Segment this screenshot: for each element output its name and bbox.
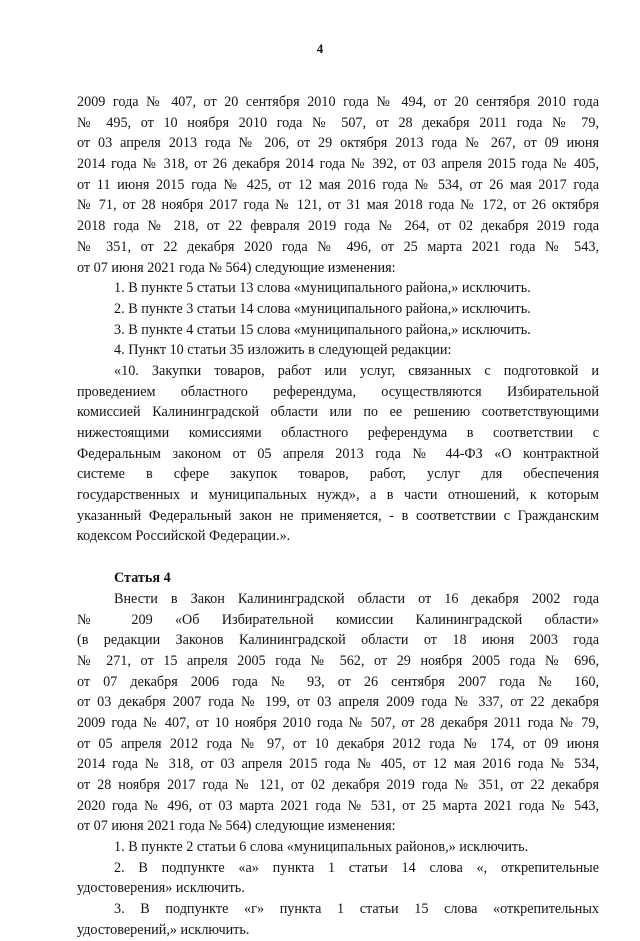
quoted-paragraph bbox=[77, 361, 599, 547]
text-line: Федеральным законом от 05 апреля 2013 года № 44-ФЗ «О контрактной bbox=[77, 445, 599, 462]
amendment-item: 1. В пункте 2 статьи 6 слова «муниципальных районов,» исключить. bbox=[114, 839, 529, 856]
page-number: 4 bbox=[316, 41, 324, 56]
text-line: 2014 года № 318, от 26 декабря 2014 года № 392, от 03 апреля 2015 года № 405, bbox=[77, 156, 599, 173]
text-line: государственных и муниципальных нужд», а в части отношений, к которым bbox=[77, 487, 599, 504]
text-line: № 495, от 10 ноября 2010 года № 507, от 28 декабря 2011 года № 79, bbox=[77, 114, 599, 131]
text-line: комиссией Калининградской области или по ее решению соответствующими bbox=[77, 404, 599, 421]
text-line: от 11 июня 2015 года № 425, от 12 мая 2016 года № 534, от 26 мая 2017 года bbox=[77, 176, 599, 193]
text-line: 2018 года № 218, от 22 февраля 2019 года № 264, от 02 декабря 2019 года bbox=[77, 218, 599, 235]
amendment-item: 2. В пункте 3 статьи 14 слова «муниципального района,» исключить. bbox=[114, 300, 531, 317]
text-line: кодексом Российской Федерации.». bbox=[77, 528, 291, 545]
spacer bbox=[77, 547, 599, 568]
text-line: № 71, от 28 ноября 2017 года № 121, от 31 мая 2018 года № 172, от 26 октября bbox=[77, 197, 599, 214]
text-line: № 209 «Об Избирательной комиссии Калининградской области» bbox=[77, 611, 599, 628]
text-line: от 07 декабря 2006 года № 93, от 26 сентября 2007 года № 160, bbox=[77, 673, 599, 690]
amendment-item-continuation: удостоверения» исключить. bbox=[77, 880, 245, 897]
article-heading: Статья 4 bbox=[114, 570, 171, 587]
text-line: 2009 года № 407, от 20 сентября 2010 года № 494, от 20 сентября 2010 года bbox=[77, 94, 599, 110]
text-line: 2020 года № 496, от 03 марта 2021 года № 531, от 25 марта 2021 года № 543, bbox=[77, 797, 599, 814]
text-line: от 28 ноября 2017 года № 121, от 02 декабря 2019 года № 351, от 22 декабря bbox=[77, 777, 599, 793]
amendment-item: 4. Пункт 10 статьи 35 изложить в следующей редакции: bbox=[114, 342, 452, 359]
text-line: Внести в Закон Калининградской области от 16 декабря 2002 года bbox=[114, 590, 599, 607]
text-line: 2014 года № 318, от 03 апреля 2015 года № 405, от 12 мая 2016 года № 534, bbox=[77, 756, 599, 773]
text-line: указанный Федеральный закон не применяется, - в соответствии с Гражданским bbox=[77, 507, 599, 524]
text-line: (в редакции Законов Калининградской области от 18 июня 2003 года bbox=[77, 632, 599, 649]
text-line: от 07 июня 2021 года № 564) следующие изменения: bbox=[77, 818, 396, 835]
text-line: от 07 июня 2021 года № 564) следующие изменения: bbox=[77, 259, 396, 276]
continuation-paragraph bbox=[77, 92, 599, 278]
text-line: от 03 декабря 2007 года № 199, от 03 апреля 2009 года № 337, от 22 декабря bbox=[77, 694, 599, 711]
amendment-item: 3. В пункте 4 статьи 15 слова «муниципального района,» исключить. bbox=[114, 321, 531, 338]
document-body bbox=[77, 92, 599, 941]
text-line: нижестоящими комиссиями областного референдума в соответствии с bbox=[77, 425, 599, 441]
article-paragraph bbox=[77, 589, 599, 837]
amendment-item: 3. В подпункте «г» пункта 1 статьи 15 слова «открепительных bbox=[114, 901, 599, 918]
amendment-item: 1. В пункте 5 статьи 13 слова «муниципального района,» исключить. bbox=[114, 280, 531, 297]
text-line: № 271, от 15 апреля 2005 года № 562, от 29 ноября 2005 года № 696, bbox=[77, 652, 599, 669]
amendment-list bbox=[77, 278, 599, 361]
text-line: «10. Закупки товаров, работ или услуг, связанных с подготовкой и bbox=[114, 362, 599, 379]
text-line: от 03 апреля 2013 года № 206, от 29 октября 2013 года № 267, от 09 июня bbox=[77, 135, 599, 152]
amendment-item-continuation: удостоверений,» исключить. bbox=[77, 921, 250, 938]
amendment-item: 2. В подпункте «а» пункта 1 статьи 14 слова «, открепительные bbox=[114, 859, 599, 876]
amendment-list bbox=[77, 837, 599, 940]
text-line: № 351, от 22 декабря 2020 года № 496, от 25 марта 2021 года № 543, bbox=[77, 238, 599, 255]
text-line: от 05 апреля 2012 года № 97, от 10 декабря 2012 года № 174, от 09 июня bbox=[77, 735, 599, 752]
text-line: 2009 года № 407, от 10 ноября 2010 года № 507, от 28 декабря 2011 года № 79, bbox=[77, 714, 599, 731]
text-line: проведением областного референдума, осуществляются Избирательной bbox=[77, 383, 599, 400]
text-line: системе в сфере закупок товаров, работ, услуг для обеспечения bbox=[77, 466, 599, 483]
